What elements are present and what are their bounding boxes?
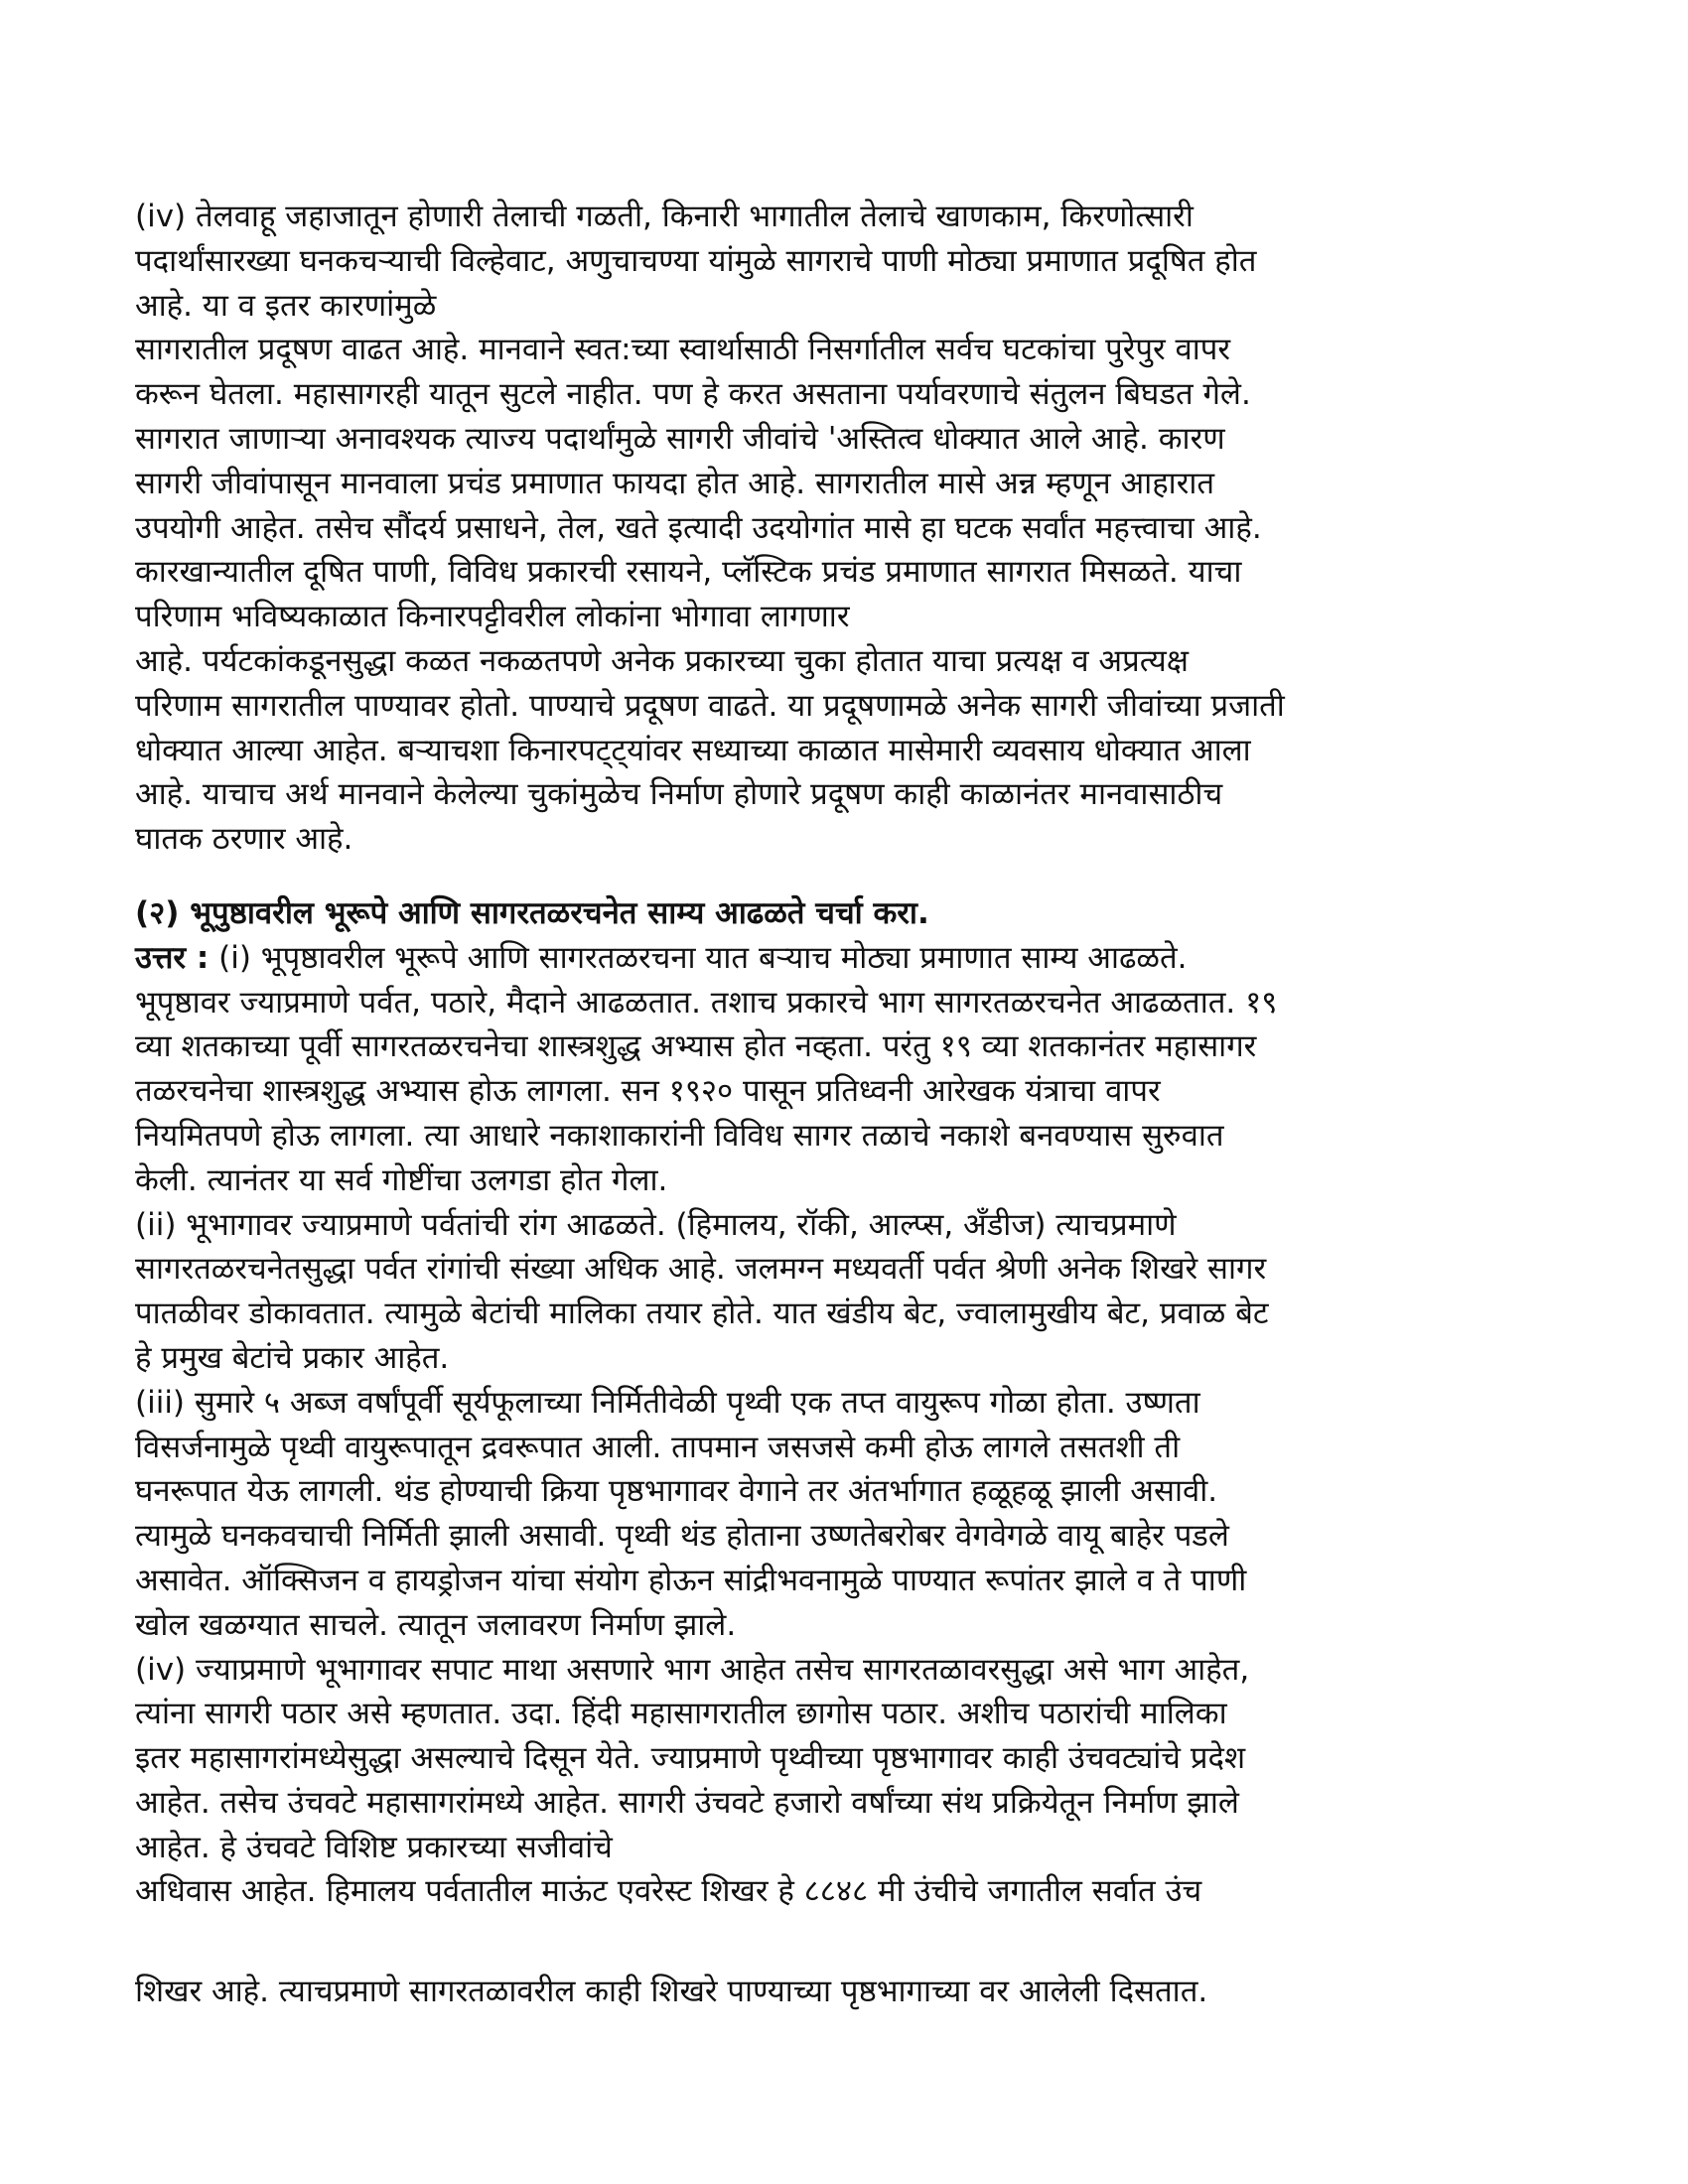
text-line: परिणाम भविष्यकाळात किनारपट्टीवरील लोकांना भोगावा लागणार [135, 599, 850, 635]
text-line: अधिवास आहेत. हिमालय पर्वतातील माऊंट एवरेस्ट शिखर हे ८८४८ मी उंचीचे जगातील सर्वात उंच [135, 1873, 1202, 1910]
text-line: त्यामुळे घनकवचाची निर्मिती झाली असावी. पृथ्वी थंड होताना उष्णतेबरोबर वेगवेगळे वायू बाहेर पडले [135, 1518, 1229, 1555]
text-line: परिणाम सागरातील पाण्यावर होतो. पाण्याचे प्रदूषण वाढते. या प्रदूषणामळे अनेक सागरी जीवांच्या प्रजाती [135, 687, 1285, 724]
text-line: आहे. या व इतर कारणांमुळे [135, 287, 437, 324]
text-line: हे प्रमुख बेटांचे प्रकार आहेत. [135, 1339, 450, 1376]
text-line: सागरतळरचनेतसुद्धा पर्वत रांगांची संख्या अधिक आहे. जलमग्न मध्यवर्ती पर्वत श्रेणी अनेक शिखरे सागर [135, 1251, 1267, 1288]
text-line: सागरात जाणाऱ्या अनावश्यक त्याज्य पदार्थांमुळे सागरी जीवांचे 'अस्तित्व धोक्यात आले आहे. कारण [135, 420, 1225, 457]
text-line: पदार्थांसारख्या घनकचऱ्याची विल्हेवाट, अणुचाचण्या यांमुळे सागराचे पाणी मोठ्या प्रमाणात प्रदूषित होत [135, 242, 1257, 279]
text-line: आहेत. हे उंचवटे विशिष्ट प्रकारच्या सजीवांचे [135, 1829, 613, 1865]
text-line: घातक ठरणार आहे. [135, 821, 353, 858]
cut-off-line-text: शिखर आहे. त्याचप्रमाणे सागरतळावरील काही शिखरे पाण्याच्या पृष्ठभागाच्या वर आलेली दिसतात. [135, 1974, 1208, 2009]
text-line: तळरचनेचा शास्त्रशुद्ध अभ्यास होऊ लागला. सन १९२० पासून प्रतिध्वनी आरेखक यंत्राचा वापर [135, 1073, 1161, 1110]
text-line: व्या शतकाच्या पूर्वी सागरतळरचनेचा शास्त्रशुद्ध अभ्यास होत नव्हता. परंतु १९ व्या शतकानंतर महासागर [135, 1028, 1257, 1065]
document-body [135, 195, 1565, 1914]
text-line: (iv) ज्याप्रमाणे भूभागावर सपाट माथा असणारे भाग आहेत तसेच सागरतळावरसुद्धा असे भाग आहेत, [135, 1651, 1250, 1688]
text-line: (iv) तेलवाहू जहाजातून होणारी तेलाची गळती, किनारी भागातील तेलाचे खाणकाम, किरणोत्सारी [135, 199, 1194, 234]
text-line: घनरूपात येऊ लागली. थंड होण्याची क्रिया पृष्ठभागावर वेगाने तर अंतर्भागात हळूहळू झाली असावी. [135, 1473, 1218, 1510]
text-line: नियमितपणे होऊ लागला. त्या आधारे नकाशाकारांनी विविध सागर तळाचे नकाशे बनवण्यास सुरुवात [135, 1117, 1224, 1154]
answer-first-line-text: (i) भूपृष्ठावरील भूरूपे आणि सागरतळरचना यात बऱ्याच मोठ्या प्रमाणात साम्य आढळते. [209, 939, 1188, 976]
text-line: करून घेतला. महासागरही यातून सुटले नाहीत. पण हे करत असताना पर्यावरणाचे संतुलन बिघडत गेले. [135, 376, 1251, 413]
text-line: सागरातील प्रदूषण वाढत आहे. मानवाने स्वत:च्या स्वार्थासाठी निसर्गातील सर्वच घटकांचा पुरेपुर वापर [135, 332, 1231, 368]
text-line: धोक्यात आल्या आहेत. बऱ्याचशा किनारपट्ट्यांवर सध्याच्या काळात मासेमारी व्यवसाय धोक्यात आला [135, 732, 1251, 768]
text-line: इतर महासागरांमध्येसुद्धा असल्याचे दिसून येते. ज्याप्रमाणे पृथ्वीच्या पृष्ठभागावर काही उंचवट्यांचे प्रदेश [135, 1740, 1246, 1777]
text-line: केली. त्यानंतर या सर्व गोष्टींचा उलगडा होत गेला. [135, 1161, 668, 1198]
answer-first-line [135, 936, 1565, 981]
answer-label: उत्तर : [135, 939, 210, 976]
text-line: (ii) भूभागावर ज्याप्रमाणे पर्वतांची रांग आढळते. (हिमालय, रॉकी, आल्प्स, अँडीज) त्याचप्रमाणे [135, 1206, 1177, 1243]
text-line: पातळीवर डोकावतात. त्यामुळे बेटांची मालिका तयार होते. यात खंडीय बेट, ज्वालामुखीय बेट, प्रवाळ बेट [135, 1296, 1269, 1332]
cut-off-line [135, 1974, 1565, 2015]
text-line: आहे. पर्यटकांकडूनसुद्धा कळत नकळतपणे अनेक प्रकारच्या चुका होतात याचा प्रत्यक्ष व अप्रत्यक्ष [135, 642, 1189, 679]
text-line: (iii) सुमारे ५ अब्ज वर्षांपूर्वी सूर्यफूलाच्या निर्मितीवेळी पृथ्वी एक तप्त वायुरूप गोळा होता. उष्णता [135, 1384, 1200, 1421]
question-heading: (२) भूपुष्ठावरील भूरूपे आणि सागरतळरचनेत साम्य आढळते चर्चा करा. [135, 894, 929, 931]
paragraph-gap [135, 862, 1565, 891]
text-line: आहे. याचाच अर्थ मानवाने केलेल्या चुकांमुळेच निर्माण होणारे प्रदूषण काही काळानंतर मानवासाठीच [135, 776, 1223, 813]
text-line: खोल खळग्यात साचले. त्यातून जलावरण निर्माण झाले. [135, 1606, 737, 1643]
question-section [135, 891, 1565, 1914]
paragraph-pollution [135, 195, 1565, 862]
text-line: असावेत. ऑक्सिजन व हायड्रोजन यांचा संयोग होऊन सांद्रीभवनामुळे पाण्यात रूपांतर झाले व ते पाणी [135, 1562, 1247, 1598]
text-line: त्यांना सागरी पठार असे म्हणतात. उदा. हिंदी महासागरातील छागोस पठार. अशीच पठारांची मालिका [135, 1696, 1227, 1732]
text-line: कारखान्यातील दूषित पाणी, विविध प्रकारची रसायने, प्लॅस्टिक प्रचंड प्रमाणात सागरात मिसळते. याचा [135, 554, 1242, 591]
text-line: सागरी जीवांपासून मानवाला प्रचंड प्रमाणात फायदा होत आहे. सागरातील मासे अन्न म्हणून आहारात [135, 465, 1215, 501]
text-line: उपयोगी आहेत. तसेच सौंदर्य प्रसाधने, तेल, खते इत्यादी उदयोगांत मासे हा घटक सर्वांत महत्त्वाचा आहे. [135, 509, 1262, 546]
text-line: आहेत. तसेच उंचवटे महासागरांमध्ये आहेत. सागरी उंचवटे हजारो वर्षांच्या संथ प्रक्रियेतून निर्माण झाले [135, 1784, 1239, 1821]
text-line: भूपृष्ठावर ज्याप्रमाणे पर्वत, पठारे, मैदाने आढळतात. तशाच प्रकारचे भाग सागरतळरचनेत आढळतात. १९ [135, 984, 1278, 1021]
text-line: विसर्जनामुळे पृथ्वी वायुरूपातून द्रवरूपात आली. तापमान जसजसे कमी होऊ लागले तसतशी ती [135, 1429, 1181, 1465]
